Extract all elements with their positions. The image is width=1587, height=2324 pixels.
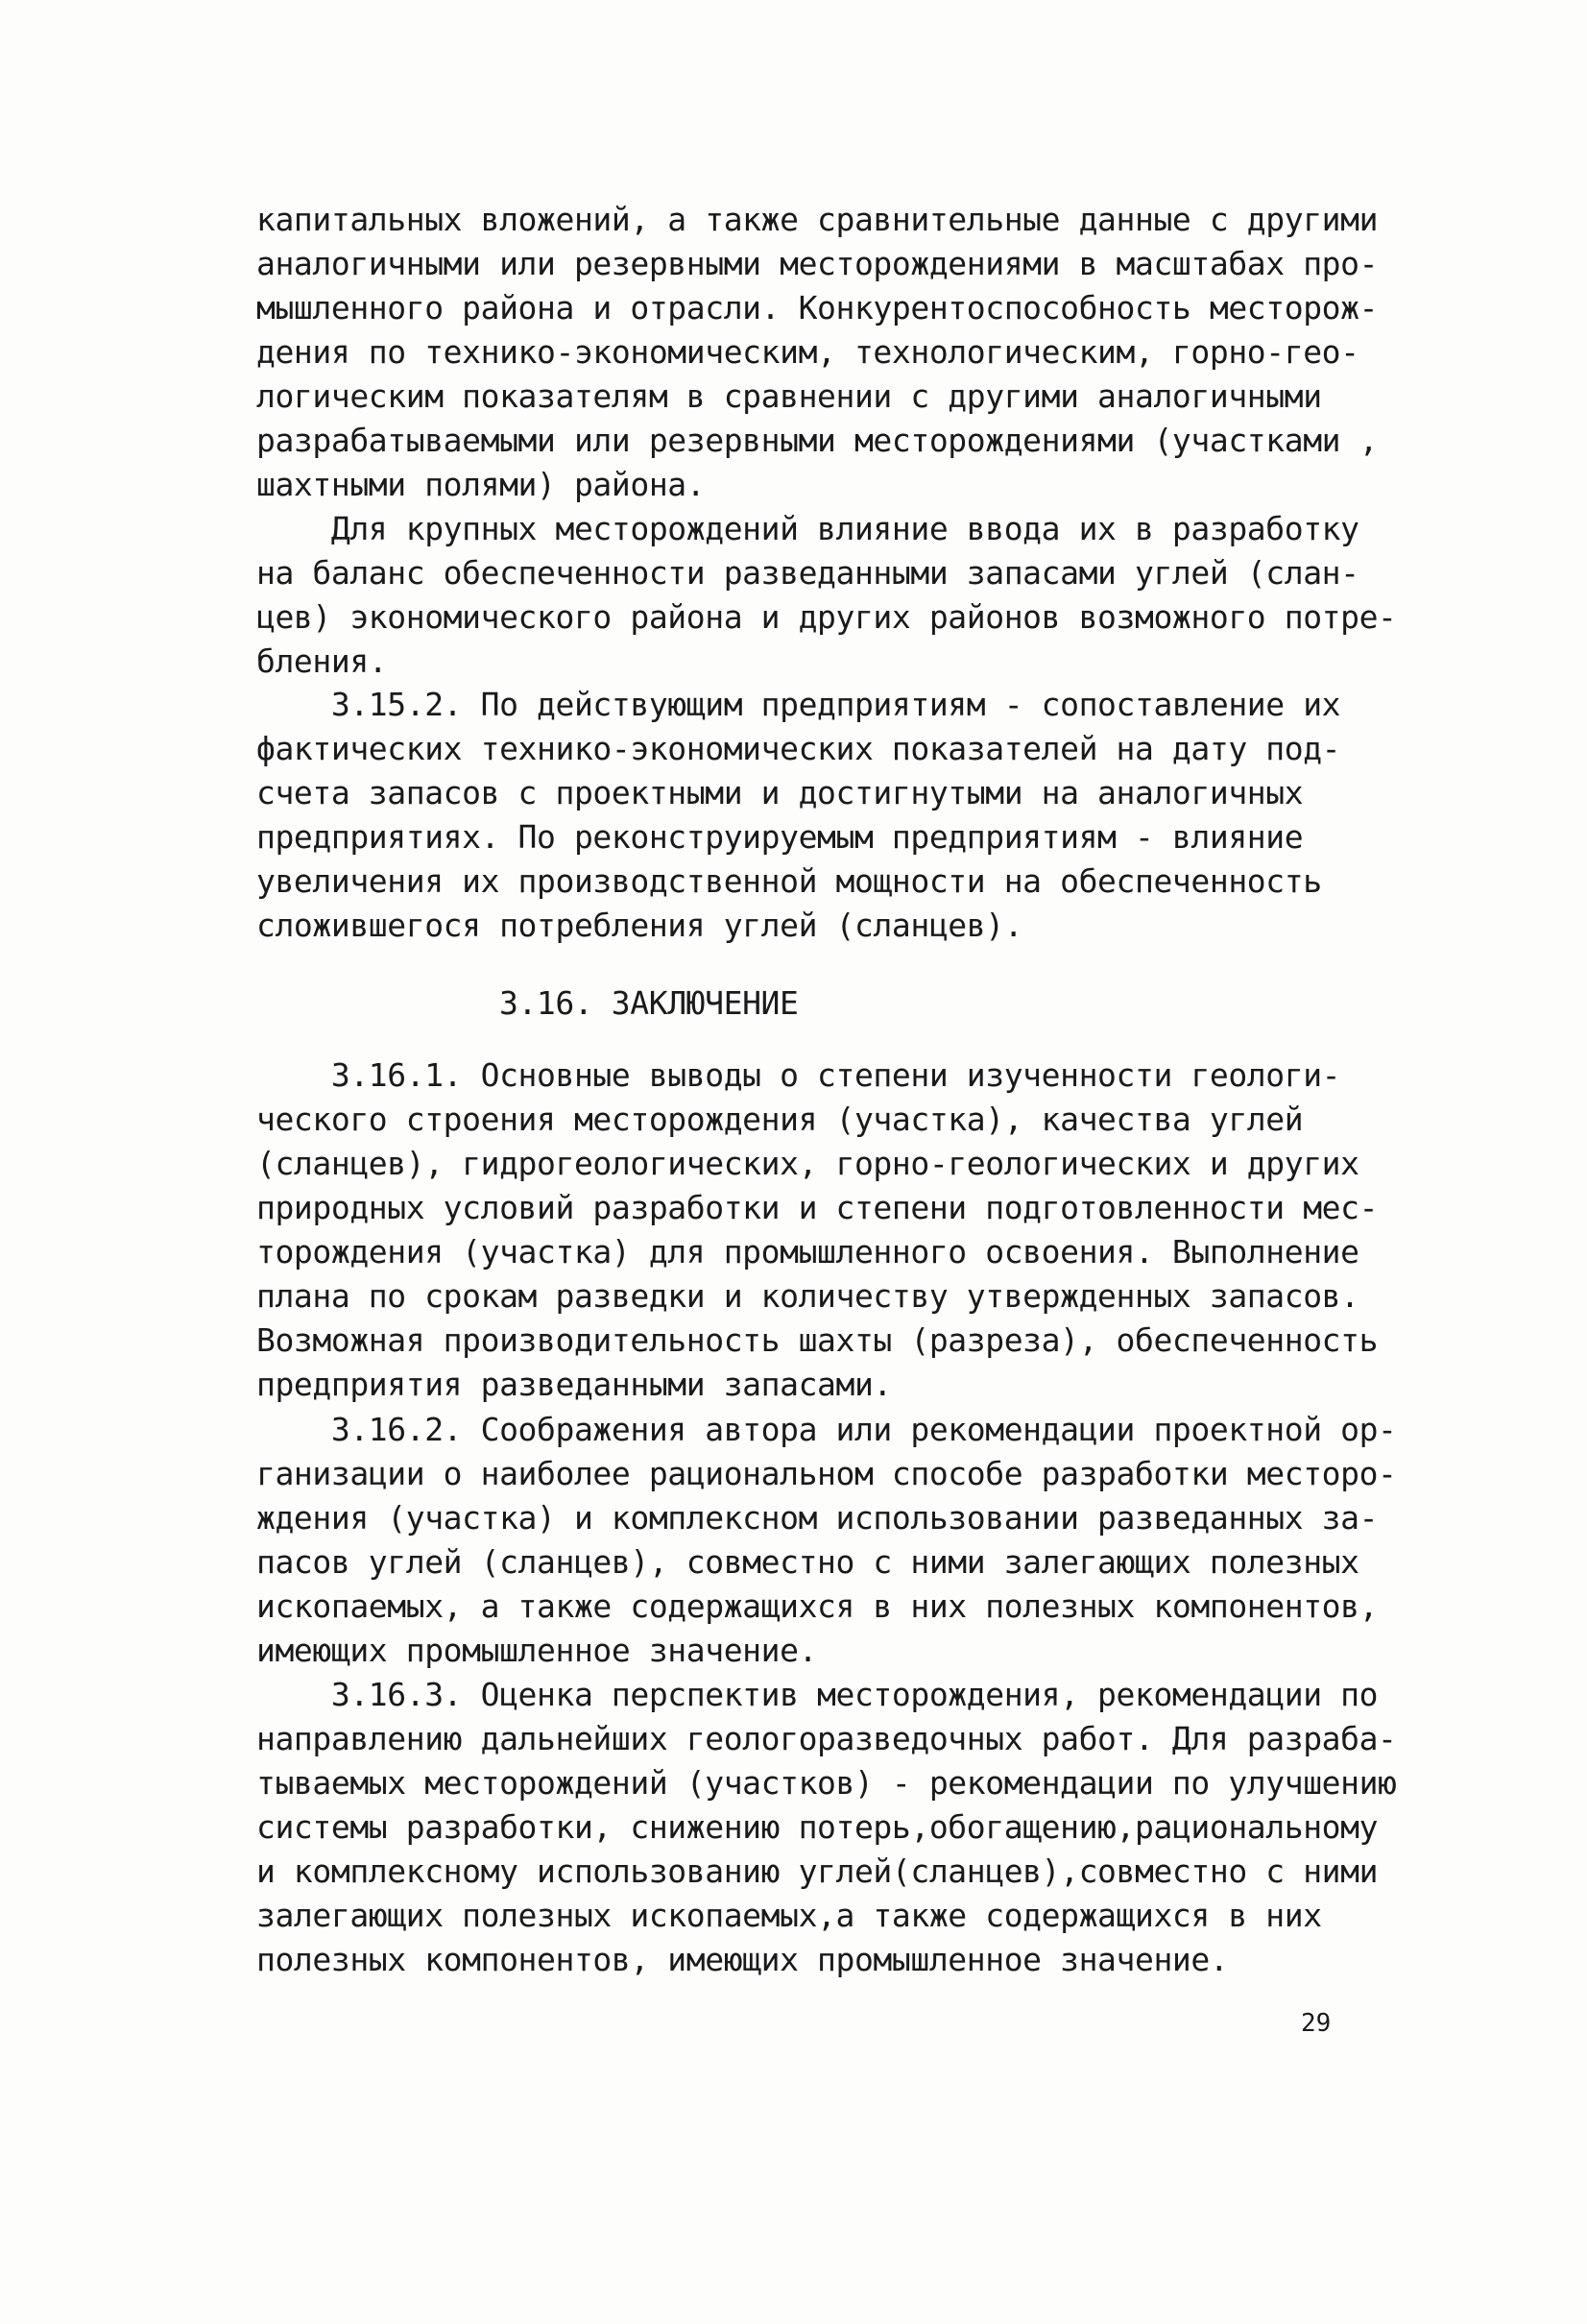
text-line: ископаемых, а также содержащихся в них полезных компонентов, xyxy=(256,1587,1379,1625)
text-line: аналогичными или резервными месторождениями в масштабах про- xyxy=(256,245,1379,282)
text-line: тываемых месторождений (участков) - рекомендации по улучшению xyxy=(256,1764,1397,1802)
text-line: счета запасов с проектными и достигнутыми на аналогичных xyxy=(256,774,1304,811)
paragraph-3-15-2 xyxy=(256,683,1341,948)
page-number: 29 xyxy=(1301,2009,1332,2038)
text-line: имеющих промышленное значение. xyxy=(256,1632,818,1669)
paragraph-3-16-1 xyxy=(256,1053,1379,1407)
paragraph-large-deposits xyxy=(256,507,1397,684)
text-line: залегающих полезных ископаемых,а также содержащихся в них xyxy=(256,1897,1322,1934)
text-line: предприятиях. По реконструируемым предприятиям - влияние xyxy=(256,818,1304,856)
text-line: торождения (участка) для промышленного освоения. Выполнение xyxy=(256,1233,1359,1271)
text-line: плана по срокам разведки и количеству утвержденных запасов. xyxy=(256,1277,1359,1315)
text-line: увеличения их производственной мощности на обеспеченность xyxy=(256,862,1322,900)
text-line: капитальных вложений, а также сравнительные данные с другими xyxy=(256,201,1379,238)
text-line: фактических технико-экономических показателей на дату под- xyxy=(256,730,1341,767)
text-line: природных условий разработки и степени подготовленности мес- xyxy=(256,1189,1379,1226)
paragraph-capital-investments xyxy=(256,198,1379,507)
text-line: шахтными полями) района. xyxy=(256,466,706,503)
paragraph-3-16-3 xyxy=(256,1673,1397,1982)
text-line: мышленного района и отрасли. Конкурентоспособность месторож- xyxy=(256,289,1379,327)
text-line: ческого строения месторождения (участка), качества углей xyxy=(256,1101,1304,1138)
text-line: полезных компонентов, имеющих промышленное значение. xyxy=(256,1941,1229,1978)
text-line: сложившегося потребления углей (сланцев). xyxy=(256,907,1023,944)
text-line: и комплексному использованию углей(сланцев),совместно с ними xyxy=(256,1852,1379,1890)
text-line: цев) экономического района и других районов возможного потре- xyxy=(256,598,1397,636)
text-line: Для крупных месторождений влияние ввода их в разработку xyxy=(256,510,1359,547)
section-heading-conclusion: 3.16. ЗАКЛЮЧЕНИЕ xyxy=(499,984,799,1022)
text-line: 3.15.2. По действующим предприятиям - сопоставление их xyxy=(256,686,1341,723)
text-line: логическим показателям в сравнении с другими аналогичными xyxy=(256,377,1322,415)
text-line: 3.16.3. Оценка перспектив месторождения, рекомендации по xyxy=(256,1676,1379,1713)
text-line: 3.16.1. Основные выводы о степени изученности геологи- xyxy=(256,1056,1341,1094)
text-line: Возможная производительность шахты (разреза), обеспеченность xyxy=(256,1321,1379,1359)
text-line: дения по технико-экономическим, технологическим, горно-гео- xyxy=(256,333,1359,371)
text-line: ждения (участка) и комплексном использовании разведанных за- xyxy=(256,1499,1379,1537)
text-line: разрабатываемыми или резервными месторождениями (участками , xyxy=(256,422,1379,459)
text-line: направлению дальнейших геологоразведочных работ. Для разраба- xyxy=(256,1720,1397,1757)
text-line: на баланс обеспеченности разведанными запасами углей (слан- xyxy=(256,554,1359,592)
text-line: системы разработки, снижению потерь,обогащению,рациональному xyxy=(256,1808,1379,1846)
text-line: предприятия разведанными запасами. xyxy=(256,1366,892,1403)
text-line: ганизации о наиболее рациональном способе разработки месторо- xyxy=(256,1455,1397,1492)
text-line: 3.16.2. Соображения автора или рекомендации проектной ор- xyxy=(256,1411,1397,1448)
text-line: бления. xyxy=(256,642,388,680)
text-line: (сланцев), гидрогеологических, горно-геологических и других xyxy=(256,1145,1359,1182)
paragraph-3-16-2 xyxy=(256,1408,1397,1673)
text-line: пасов углей (сланцев), совместно с ними залегающих полезных xyxy=(256,1543,1359,1581)
